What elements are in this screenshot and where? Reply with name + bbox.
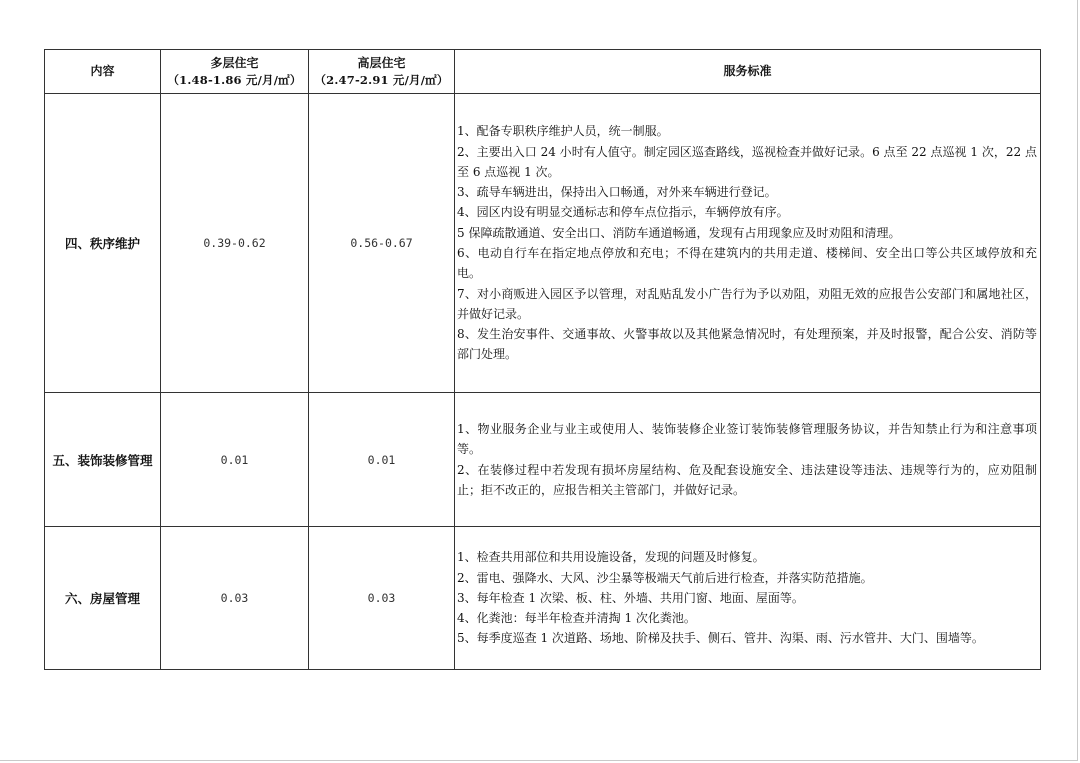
row-high-rise-price: 0.03: [309, 527, 455, 670]
standard-line: 5、每季度巡查 1 次道路、场地、阶梯及扶手、侧石、管井、沟渠、雨、污水管井、大门、围墙等。: [457, 631, 984, 646]
standard-line: 1、检查共用部位和共用设施设备，发现的问题及时修复。: [457, 550, 765, 565]
row-service-standards: [455, 393, 1041, 527]
header-content-label: 内容: [90, 64, 115, 78]
row-high-rise-price: 0.01: [309, 393, 455, 527]
standard-line: 2、主要出入口 24 小时有人值守。制定园区巡查路线，巡视检查并做好记录。6 点至 22 点巡视 1 次，22 点至 6 点巡视 1 次。: [457, 144, 1037, 179]
header-high-rise-range: （2.47-2.91 元/月/㎡）: [314, 72, 449, 87]
header-content: [45, 50, 161, 94]
row-multi-storey-price: 0.01: [161, 393, 309, 527]
standard-line: 5 保障疏散通道、安全出口、消防车通道畅通，发现有占用现象应及时劝阻和清理。: [457, 225, 901, 240]
standard-line: 1、物业服务企业与业主或使用人、装饰装修企业签订装饰装修管理服务协议，并告知禁止行为和注意事项等。: [457, 421, 1037, 457]
header-service-standard-label: 服务标准: [723, 64, 772, 78]
header-high-rise: [309, 50, 455, 94]
standard-line: 3、疏导车辆进出，保持出入口畅通，对外来车辆进行登记。: [457, 185, 777, 200]
standard-line: 2、雷电、强降水、大风、沙尘暴等极端天气前后进行检查，并落实防范措施。: [457, 570, 873, 585]
standard-line: 4、园区内设有明显交通标志和停车点位指示，车辆停放有序。: [457, 205, 789, 220]
row-high-rise-price: 0.56-0.67: [309, 94, 455, 393]
row-multi-storey-price: 0.03: [161, 527, 309, 670]
standard-line: 8、发生治安事件、交通事故、火警事故以及其他紧急情况时，有处理预案，并及时报警，配合公安、消防等部门处理。: [457, 327, 1037, 362]
table-row: [45, 393, 1041, 527]
header-row: [45, 50, 1041, 94]
row-service-standards: [455, 94, 1041, 393]
row-item-name: 五、装饰装修管理: [45, 393, 161, 527]
standard-line: 7、对小商贩进入园区予以管理，对乱贴乱发小广告行为予以劝阻，劝阻无效的应报告公安部门和属地社区，并做好记录。: [457, 286, 1037, 321]
table-row: [45, 527, 1041, 670]
standard-line: 1、配备专职秩序维护人员，统一制服。: [457, 124, 669, 139]
standard-line: 2、在装修过程中若发现有损坏房屋结构、危及配套设施安全、违法建设等违法、违规等行为的，应劝阻制止；拒不改正的，应报告相关主管部门，并做好记录。: [457, 462, 1037, 497]
row-item-name: 六、房屋管理: [45, 527, 161, 670]
header-multi-storey-label: 多层住宅: [210, 55, 259, 70]
header-high-rise-label: 高层住宅: [357, 55, 406, 70]
standard-line: 6、电动自行车在指定地点停放和充电；不得在建筑内的共用走道、楼梯间、安全出口等公共区域停放和充电。: [457, 246, 1037, 281]
property-fee-table: [44, 49, 1041, 670]
standard-line: 4、化粪池：每半年检查并清掏 1 次化粪池。: [457, 611, 696, 626]
row-item-name: 四、秩序维护: [45, 94, 161, 393]
header-service-standard: [455, 50, 1041, 94]
table-row: [45, 94, 1041, 393]
row-multi-storey-price: 0.39-0.62: [161, 94, 309, 393]
row-service-standards: [455, 527, 1041, 670]
header-multi-storey-range: （1.48-1.86 元/月/㎡）: [167, 72, 302, 87]
header-multi-storey: [161, 50, 309, 94]
standard-line: 3、每年检查 1 次梁、板、柱、外墙、共用门窗、地面、屋面等。: [457, 590, 804, 605]
